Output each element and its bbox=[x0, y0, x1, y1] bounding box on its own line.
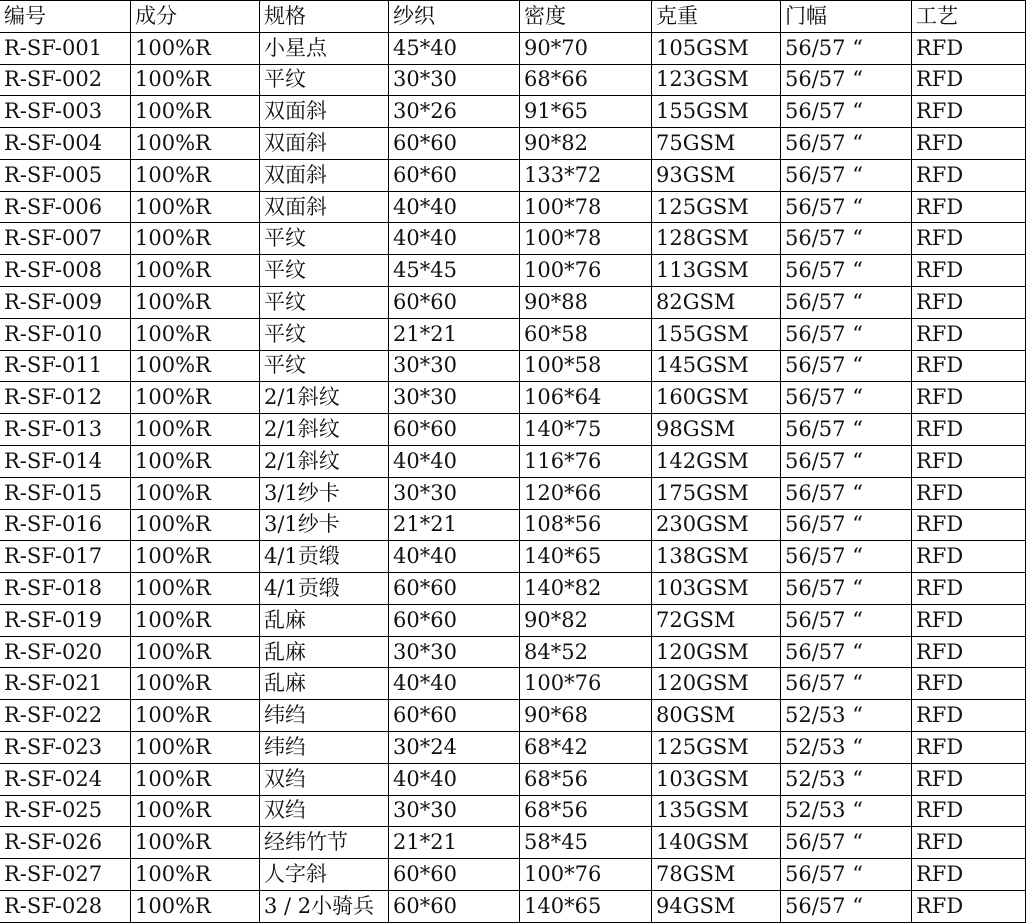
cell-process: RFD bbox=[912, 891, 1026, 923]
cell-density: 140*65 bbox=[520, 891, 652, 923]
cell-spec: 经纬竹节 bbox=[260, 827, 389, 859]
cell-code: R-SF-002 bbox=[0, 65, 131, 97]
cell-yarn-count: 30*30 bbox=[389, 351, 520, 383]
cell-spec: 4/1贡缎 bbox=[260, 541, 389, 573]
cell-spec: 双面斜 bbox=[260, 96, 389, 128]
cell-yarn-count: 21*21 bbox=[389, 510, 520, 542]
cell-width: 56/57 “ bbox=[781, 605, 912, 637]
cell-width: 56/57 “ bbox=[781, 33, 912, 65]
cell-weight: 145GSM bbox=[652, 351, 781, 383]
cell-composition: 100%R bbox=[131, 605, 260, 637]
cell-spec: 乱麻 bbox=[260, 637, 389, 669]
cell-process: RFD bbox=[912, 33, 1026, 65]
cell-composition: 100%R bbox=[131, 891, 260, 923]
header-code: 编号 bbox=[0, 1, 131, 33]
cell-spec: 4/1贡缎 bbox=[260, 573, 389, 605]
cell-weight: 160GSM bbox=[652, 382, 781, 414]
cell-process: RFD bbox=[912, 446, 1026, 478]
cell-spec: 3 / 2小骑兵 bbox=[260, 891, 389, 923]
cell-yarn-count: 40*40 bbox=[389, 446, 520, 478]
cell-weight: 72GSM bbox=[652, 605, 781, 637]
cell-density: 140*75 bbox=[520, 414, 652, 446]
cell-density: 90*88 bbox=[520, 287, 652, 319]
cell-width: 56/57 “ bbox=[781, 510, 912, 542]
cell-spec: 双绉 bbox=[260, 764, 389, 796]
cell-yarn-count: 40*40 bbox=[389, 668, 520, 700]
cell-spec: 平纹 bbox=[260, 65, 389, 97]
cell-process: RFD bbox=[912, 351, 1026, 383]
cell-code: R-SF-009 bbox=[0, 287, 131, 319]
cell-process: RFD bbox=[912, 510, 1026, 542]
cell-weight: 94GSM bbox=[652, 891, 781, 923]
cell-width: 56/57 “ bbox=[781, 351, 912, 383]
cell-process: RFD bbox=[912, 637, 1026, 669]
cell-process: RFD bbox=[912, 668, 1026, 700]
cell-code: R-SF-018 bbox=[0, 573, 131, 605]
cell-spec: 双面斜 bbox=[260, 128, 389, 160]
cell-process: RFD bbox=[912, 541, 1026, 573]
cell-weight: 105GSM bbox=[652, 33, 781, 65]
cell-spec: 双面斜 bbox=[260, 192, 389, 224]
cell-weight: 98GSM bbox=[652, 414, 781, 446]
cell-weight: 120GSM bbox=[652, 637, 781, 669]
cell-width: 56/57 “ bbox=[781, 827, 912, 859]
header-yarn-count: 纱织 bbox=[389, 1, 520, 33]
cell-code: R-SF-013 bbox=[0, 414, 131, 446]
cell-composition: 100%R bbox=[131, 382, 260, 414]
cell-density: 68*66 bbox=[520, 65, 652, 97]
cell-yarn-count: 21*21 bbox=[389, 319, 520, 351]
cell-yarn-count: 60*60 bbox=[389, 414, 520, 446]
cell-yarn-count: 60*60 bbox=[389, 573, 520, 605]
cell-code: R-SF-001 bbox=[0, 33, 131, 65]
cell-width: 56/57 “ bbox=[781, 668, 912, 700]
cell-composition: 100%R bbox=[131, 637, 260, 669]
cell-process: RFD bbox=[912, 96, 1026, 128]
cell-process: RFD bbox=[912, 732, 1026, 764]
cell-process: RFD bbox=[912, 255, 1026, 287]
cell-code: R-SF-014 bbox=[0, 446, 131, 478]
cell-composition: 100%R bbox=[131, 223, 260, 255]
cell-yarn-count: 30*30 bbox=[389, 382, 520, 414]
cell-weight: 138GSM bbox=[652, 541, 781, 573]
cell-density: 108*56 bbox=[520, 510, 652, 542]
cell-spec: 3/1纱卡 bbox=[260, 510, 389, 542]
cell-yarn-count: 30*26 bbox=[389, 96, 520, 128]
cell-width: 56/57 “ bbox=[781, 96, 912, 128]
cell-process: RFD bbox=[912, 573, 1026, 605]
cell-code: R-SF-026 bbox=[0, 827, 131, 859]
cell-composition: 100%R bbox=[131, 478, 260, 510]
cell-composition: 100%R bbox=[131, 541, 260, 573]
cell-spec: 平纹 bbox=[260, 319, 389, 351]
cell-composition: 100%R bbox=[131, 764, 260, 796]
cell-width: 52/53 “ bbox=[781, 796, 912, 828]
cell-spec: 乱麻 bbox=[260, 605, 389, 637]
cell-composition: 100%R bbox=[131, 859, 260, 891]
cell-spec: 2/1斜纹 bbox=[260, 382, 389, 414]
cell-code: R-SF-017 bbox=[0, 541, 131, 573]
cell-weight: 82GSM bbox=[652, 287, 781, 319]
cell-density: 100*76 bbox=[520, 255, 652, 287]
cell-density: 58*45 bbox=[520, 827, 652, 859]
cell-width: 56/57 “ bbox=[781, 478, 912, 510]
cell-density: 90*68 bbox=[520, 700, 652, 732]
cell-density: 120*66 bbox=[520, 478, 652, 510]
cell-code: R-SF-027 bbox=[0, 859, 131, 891]
cell-width: 56/57 “ bbox=[781, 255, 912, 287]
cell-width: 56/57 “ bbox=[781, 859, 912, 891]
cell-yarn-count: 30*30 bbox=[389, 65, 520, 97]
cell-yarn-count: 30*30 bbox=[389, 796, 520, 828]
cell-code: R-SF-028 bbox=[0, 891, 131, 923]
cell-density: 100*76 bbox=[520, 668, 652, 700]
cell-code: R-SF-005 bbox=[0, 160, 131, 192]
cell-process: RFD bbox=[912, 128, 1026, 160]
cell-yarn-count: 45*45 bbox=[389, 255, 520, 287]
cell-composition: 100%R bbox=[131, 510, 260, 542]
cell-width: 56/57 “ bbox=[781, 891, 912, 923]
cell-weight: 93GSM bbox=[652, 160, 781, 192]
cell-process: RFD bbox=[912, 160, 1026, 192]
cell-weight: 175GSM bbox=[652, 478, 781, 510]
cell-code: R-SF-012 bbox=[0, 382, 131, 414]
cell-process: RFD bbox=[912, 478, 1026, 510]
cell-code: R-SF-024 bbox=[0, 764, 131, 796]
cell-spec: 平纹 bbox=[260, 255, 389, 287]
cell-code: R-SF-020 bbox=[0, 637, 131, 669]
cell-code: R-SF-008 bbox=[0, 255, 131, 287]
cell-density: 100*78 bbox=[520, 223, 652, 255]
header-spec: 规格 bbox=[260, 1, 389, 33]
cell-weight: 155GSM bbox=[652, 319, 781, 351]
cell-yarn-count: 60*60 bbox=[389, 160, 520, 192]
cell-density: 90*82 bbox=[520, 605, 652, 637]
cell-weight: 125GSM bbox=[652, 732, 781, 764]
cell-process: RFD bbox=[912, 605, 1026, 637]
cell-width: 56/57 “ bbox=[781, 573, 912, 605]
cell-composition: 100%R bbox=[131, 255, 260, 287]
cell-weight: 230GSM bbox=[652, 510, 781, 542]
cell-density: 90*82 bbox=[520, 128, 652, 160]
cell-code: R-SF-025 bbox=[0, 796, 131, 828]
header-width: 门幅 bbox=[781, 1, 912, 33]
cell-density: 140*65 bbox=[520, 541, 652, 573]
cell-density: 116*76 bbox=[520, 446, 652, 478]
cell-weight: 135GSM bbox=[652, 796, 781, 828]
cell-density: 100*78 bbox=[520, 192, 652, 224]
cell-spec: 乱麻 bbox=[260, 668, 389, 700]
cell-code: R-SF-019 bbox=[0, 605, 131, 637]
cell-spec: 3/1纱卡 bbox=[260, 478, 389, 510]
cell-spec: 小星点 bbox=[260, 33, 389, 65]
cell-width: 56/57 “ bbox=[781, 319, 912, 351]
cell-width: 56/57 “ bbox=[781, 637, 912, 669]
cell-width: 56/57 “ bbox=[781, 65, 912, 97]
cell-code: R-SF-022 bbox=[0, 700, 131, 732]
cell-weight: 128GSM bbox=[652, 223, 781, 255]
cell-spec: 纬绉 bbox=[260, 700, 389, 732]
cell-code: R-SF-010 bbox=[0, 319, 131, 351]
cell-density: 140*82 bbox=[520, 573, 652, 605]
cell-composition: 100%R bbox=[131, 33, 260, 65]
cell-composition: 100%R bbox=[131, 827, 260, 859]
cell-yarn-count: 40*40 bbox=[389, 192, 520, 224]
cell-weight: 78GSM bbox=[652, 859, 781, 891]
cell-process: RFD bbox=[912, 764, 1026, 796]
cell-yarn-count: 40*40 bbox=[389, 541, 520, 573]
cell-code: R-SF-004 bbox=[0, 128, 131, 160]
header-weight: 克重 bbox=[652, 1, 781, 33]
cell-weight: 103GSM bbox=[652, 764, 781, 796]
cell-code: R-SF-023 bbox=[0, 732, 131, 764]
cell-weight: 120GSM bbox=[652, 668, 781, 700]
cell-yarn-count: 60*60 bbox=[389, 700, 520, 732]
cell-spec: 人字斜 bbox=[260, 859, 389, 891]
cell-spec: 平纹 bbox=[260, 223, 389, 255]
cell-density: 68*56 bbox=[520, 764, 652, 796]
cell-width: 56/57 “ bbox=[781, 414, 912, 446]
cell-composition: 100%R bbox=[131, 668, 260, 700]
cell-density: 68*56 bbox=[520, 796, 652, 828]
cell-weight: 103GSM bbox=[652, 573, 781, 605]
cell-composition: 100%R bbox=[131, 192, 260, 224]
cell-process: RFD bbox=[912, 382, 1026, 414]
cell-spec: 平纹 bbox=[260, 351, 389, 383]
cell-yarn-count: 30*24 bbox=[389, 732, 520, 764]
cell-process: RFD bbox=[912, 65, 1026, 97]
cell-yarn-count: 40*40 bbox=[389, 223, 520, 255]
cell-composition: 100%R bbox=[131, 351, 260, 383]
cell-yarn-count: 60*60 bbox=[389, 287, 520, 319]
cell-code: R-SF-015 bbox=[0, 478, 131, 510]
cell-process: RFD bbox=[912, 287, 1026, 319]
cell-weight: 155GSM bbox=[652, 96, 781, 128]
cell-code: R-SF-006 bbox=[0, 192, 131, 224]
cell-process: RFD bbox=[912, 192, 1026, 224]
cell-spec: 2/1斜纹 bbox=[260, 414, 389, 446]
cell-process: RFD bbox=[912, 827, 1026, 859]
cell-spec: 双绉 bbox=[260, 796, 389, 828]
cell-width: 56/57 “ bbox=[781, 128, 912, 160]
cell-density: 133*72 bbox=[520, 160, 652, 192]
cell-process: RFD bbox=[912, 223, 1026, 255]
cell-code: R-SF-016 bbox=[0, 510, 131, 542]
cell-yarn-count: 45*40 bbox=[389, 33, 520, 65]
cell-width: 56/57 “ bbox=[781, 223, 912, 255]
cell-width: 56/57 “ bbox=[781, 192, 912, 224]
cell-width: 56/57 “ bbox=[781, 160, 912, 192]
cell-yarn-count: 21*21 bbox=[389, 827, 520, 859]
cell-weight: 140GSM bbox=[652, 827, 781, 859]
cell-density: 106*64 bbox=[520, 382, 652, 414]
cell-weight: 142GSM bbox=[652, 446, 781, 478]
cell-composition: 100%R bbox=[131, 128, 260, 160]
header-composition: 成分 bbox=[131, 1, 260, 33]
cell-code: R-SF-011 bbox=[0, 351, 131, 383]
cell-yarn-count: 60*60 bbox=[389, 891, 520, 923]
cell-process: RFD bbox=[912, 700, 1026, 732]
cell-density: 84*52 bbox=[520, 637, 652, 669]
cell-composition: 100%R bbox=[131, 796, 260, 828]
cell-process: RFD bbox=[912, 414, 1026, 446]
cell-yarn-count: 40*40 bbox=[389, 764, 520, 796]
cell-yarn-count: 60*60 bbox=[389, 605, 520, 637]
cell-weight: 113GSM bbox=[652, 255, 781, 287]
cell-spec: 2/1斜纹 bbox=[260, 446, 389, 478]
cell-yarn-count: 30*30 bbox=[389, 478, 520, 510]
cell-width: 52/53 “ bbox=[781, 700, 912, 732]
cell-width: 56/57 “ bbox=[781, 287, 912, 319]
cell-composition: 100%R bbox=[131, 160, 260, 192]
cell-composition: 100%R bbox=[131, 65, 260, 97]
cell-width: 52/53 “ bbox=[781, 764, 912, 796]
cell-process: RFD bbox=[912, 319, 1026, 351]
cell-composition: 100%R bbox=[131, 287, 260, 319]
cell-yarn-count: 60*60 bbox=[389, 859, 520, 891]
cell-code: R-SF-021 bbox=[0, 668, 131, 700]
cell-spec: 双面斜 bbox=[260, 160, 389, 192]
cell-weight: 75GSM bbox=[652, 128, 781, 160]
cell-composition: 100%R bbox=[131, 700, 260, 732]
cell-yarn-count: 60*60 bbox=[389, 128, 520, 160]
cell-composition: 100%R bbox=[131, 732, 260, 764]
cell-code: R-SF-007 bbox=[0, 223, 131, 255]
cell-composition: 100%R bbox=[131, 446, 260, 478]
cell-spec: 平纹 bbox=[260, 287, 389, 319]
cell-weight: 125GSM bbox=[652, 192, 781, 224]
cell-width: 52/53 “ bbox=[781, 732, 912, 764]
cell-weight: 80GSM bbox=[652, 700, 781, 732]
cell-density: 90*70 bbox=[520, 33, 652, 65]
cell-code: R-SF-003 bbox=[0, 96, 131, 128]
cell-density: 68*42 bbox=[520, 732, 652, 764]
cell-weight: 123GSM bbox=[652, 65, 781, 97]
header-density: 密度 bbox=[520, 1, 652, 33]
header-process: 工艺 bbox=[912, 1, 1026, 33]
cell-density: 91*65 bbox=[520, 96, 652, 128]
cell-process: RFD bbox=[912, 796, 1026, 828]
cell-yarn-count: 30*30 bbox=[389, 637, 520, 669]
cell-width: 56/57 “ bbox=[781, 382, 912, 414]
cell-spec: 纬绉 bbox=[260, 732, 389, 764]
cell-density: 60*58 bbox=[520, 319, 652, 351]
cell-width: 56/57 “ bbox=[781, 446, 912, 478]
cell-composition: 100%R bbox=[131, 414, 260, 446]
cell-composition: 100%R bbox=[131, 319, 260, 351]
cell-width: 56/57 “ bbox=[781, 541, 912, 573]
cell-density: 100*58 bbox=[520, 351, 652, 383]
cell-density: 100*76 bbox=[520, 859, 652, 891]
cell-composition: 100%R bbox=[131, 573, 260, 605]
cell-process: RFD bbox=[912, 859, 1026, 891]
cell-composition: 100%R bbox=[131, 96, 260, 128]
